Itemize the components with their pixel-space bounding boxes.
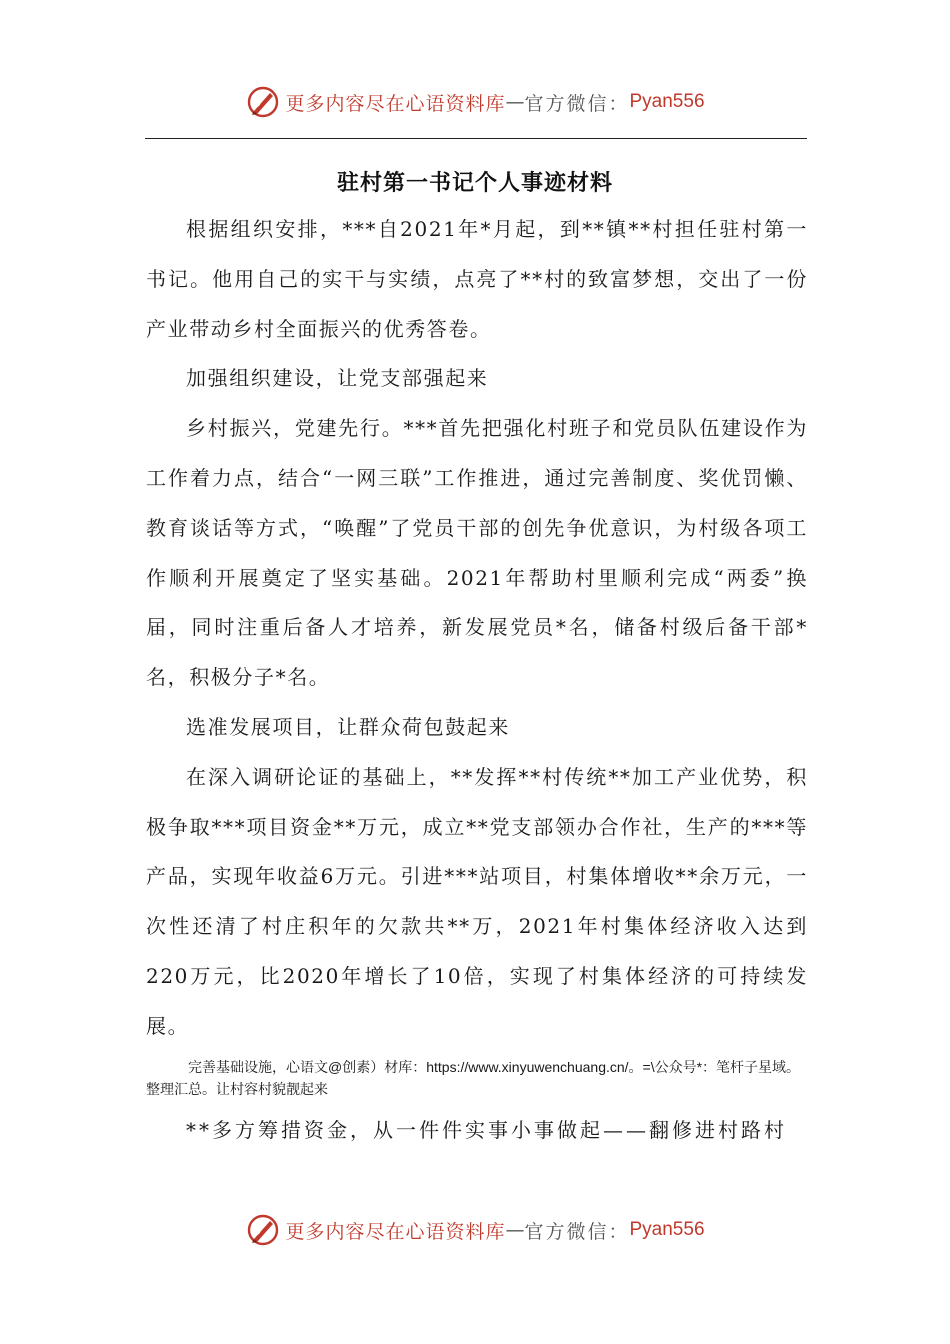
section-heading-projects: 选准发展项目，让群众荷包鼓起来: [186, 714, 510, 739]
banner-contact-label: 官方微信：: [524, 1220, 630, 1243]
paragraph-infrastructure: **多方筹措资金，从一件件实事小事做起——翻修进村路村: [186, 1117, 787, 1142]
header-divider: [145, 138, 807, 139]
header-banner: [0, 80, 950, 124]
pen-logo-icon: [245, 1212, 281, 1248]
banner-wechat-id: Pyan556: [629, 91, 705, 112]
document-body: [146, 205, 808, 1155]
banner-brand-text: 更多内容尽在心语资料库: [285, 92, 506, 115]
section-heading-organization: 加强组织建设，让党支部强起来: [186, 366, 489, 391]
watermark-note: 完善基础设施，心语文@创素）材库：https://www.xinyuwenchuang.cn/。=\公众号*：笔杆子星域。整理汇总。让村容村貌靓起来: [146, 1058, 801, 1097]
banner-dash: —: [505, 91, 525, 113]
banner-dash: —: [505, 1219, 525, 1241]
document-title: 驻村第一书记个人事迹材料: [336, 170, 613, 196]
paragraph-organization: 乡村振兴，党建先行。***首先把强化村班子和党员队伍建设作为工作着力点，结合“一网三联”工作推进，通过完善制度、奖优罚懒、教育谈话等方式，“唤醒”了党员干部的创先争优意识，为村级各项工作顺利开展奠定了坚实基础。2021年帮助村里顺利完成“两委”换届，同时注重后备人才培养，新发展党员*名，储备村级后备干部*名，积极分子*名。: [146, 416, 808, 690]
pen-logo-icon: [245, 84, 281, 120]
paragraph-intro: 根据组织安排，***自2021年*月起，到**镇**村担任驻村第一书记。他用自己的实干与实绩，点亮了**村的致富梦想，交出了一份产业带动乡村全面振兴的优秀答卷。: [146, 217, 808, 341]
banner-brand-text: 更多内容尽在心语资料库: [285, 1220, 506, 1243]
footer-banner: [0, 1208, 950, 1252]
banner-contact-label: 官方微信：: [524, 92, 630, 115]
banner-wechat-id: Pyan556: [629, 1219, 705, 1240]
paragraph-projects: 在深入调研论证的基础上，**发挥**村传统**加工产业优势，积极争取***项目资金**万元，成立**党支部领办合作社，生产的***等产品，实现年收益6万元。引进***站项目，村集体增收**余万元，一次性还清了村庄积年的欠款共**万，2021年村集体经济收入达到220万元，比2020年增长了10倍，实现了村集体经济的可持续发展。: [146, 764, 808, 1038]
